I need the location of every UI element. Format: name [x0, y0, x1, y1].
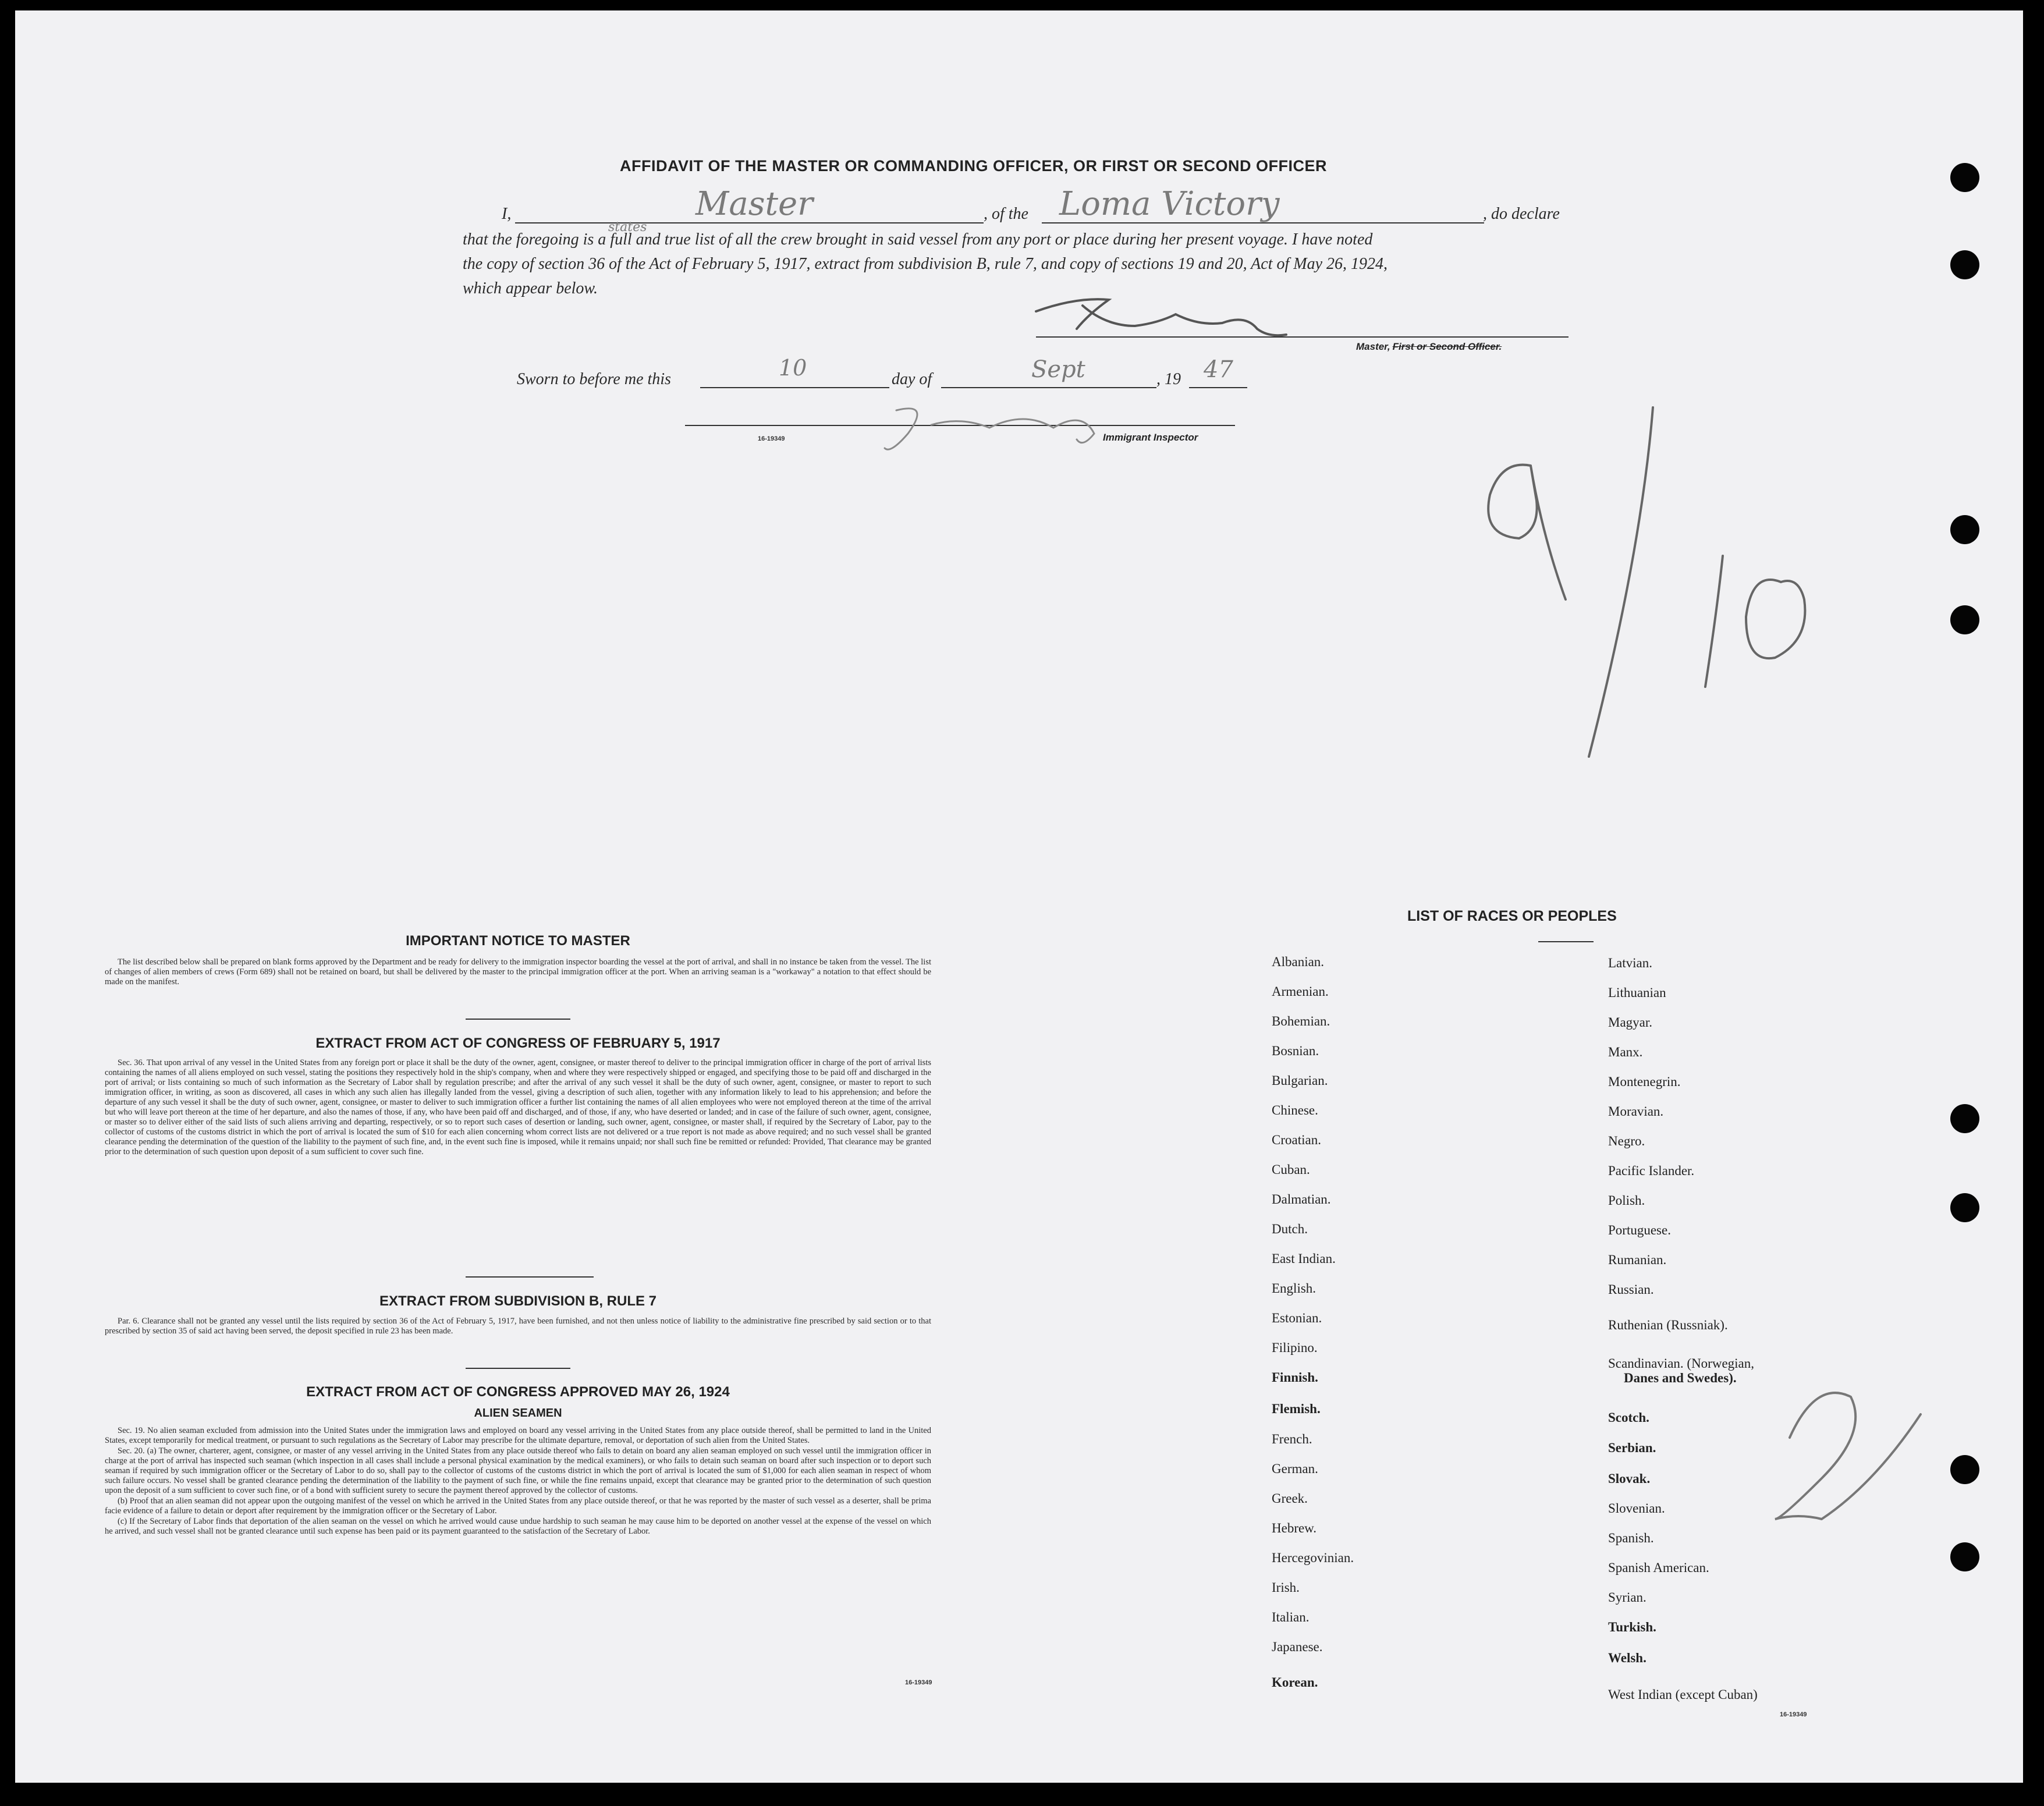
race-item: Armenian. — [1272, 984, 1329, 999]
race-item: Cuban. — [1272, 1162, 1310, 1177]
race-item: Moravian. — [1608, 1104, 1664, 1119]
caption-officer: First or Second Officer. — [1392, 341, 1502, 352]
handwritten-year: 47 — [1204, 356, 1233, 383]
race-item: Danes and Swedes). — [1624, 1371, 1737, 1385]
affidavit-line-3: the copy of section 36 of the Act of February 5, 1917, extract from subdivision B, rule 7, and copy of sections 19 and 20, Act of May 26, 1924, — [463, 255, 1388, 273]
race-item: Pacific Islander. — [1608, 1163, 1695, 1178]
form-number-right: 16-19349 — [1780, 1711, 1807, 1718]
master-signature — [1036, 299, 1286, 335]
race-item: Spanish American. — [1608, 1560, 1709, 1575]
do-declare-label: , do declare — [1483, 205, 1560, 223]
race-item: Ruthenian (Russniak). — [1608, 1318, 1728, 1332]
inspector-caption: Immigrant Inspector — [1103, 432, 1198, 443]
races-column-2 — [1608, 956, 1957, 1712]
section-20b-paragraph: (b) Proof that an alien seaman did not appear upon the outgoing manifest of the vessel on which he arrived in the United States from any place outside thereof, or that he was reported by the master of such vessel as a deserter, shall be prima facie evidence of a failure to detain or deport after requirement by the immigration officer or the Secretary of Labor. — [105, 1496, 931, 1516]
race-item: Turkish. — [1608, 1620, 1656, 1634]
race-item: Bohemian. — [1272, 1014, 1330, 1028]
race-item: Syrian. — [1608, 1590, 1646, 1605]
alien-seamen-subtitle: ALIEN SEAMEN — [474, 1407, 562, 1420]
notice-text — [105, 957, 931, 988]
form-number-left: 16-19349 — [905, 1679, 932, 1686]
race-item: Dalmatian. — [1272, 1192, 1331, 1207]
races-title: LIST OF RACES OR PEOPLES — [1407, 908, 1617, 924]
extract-1924-text — [105, 1426, 931, 1537]
race-item: Flemish. — [1272, 1401, 1321, 1416]
extract-1917-divider — [466, 1276, 594, 1278]
section-20a-paragraph: Sec. 20. (a) The owner, charterer, agent, consignee, or master of any vessel arriving in the United States from any place outside thereof who fails to detain on board any alien seaman employed on such vessel until the immigration officer in charge at the port of arrival has inspected such seaman (which inspection in all cases shall include a personal physical examination by the medical examiners), or who fails to detain such seaman on board after such inspection or to deport such seaman if required by such immigration officer or the Secretary of Labor to do so, shall pay to the collector of customs of the customs district in which the port of arrival is located the sum of $1,000 for each alien seaman in respect of whom such failure occurs. No vessel shall be granted clearance pending the determination of the liability to the payment of such fine, or while the fine remains unpaid, except that clearance may be granted prior to the determination of such question upon the deposit of a sum sufficient to cover such fine, or of a bond with sufficient surety to secure the payment thereof approved by the collector of customs. — [105, 1446, 931, 1495]
section-19-paragraph: Sec. 19. No alien seaman excluded from admission into the United States under the immigration laws and employed on board any vessel arriving in the United States from any place outside thereof, shall be permitted to land in the United States, except temporarily for medical treatment, or pursuant to such regulations as the Secretary of Labor may prescribe for the ultimate departure, removal, or deportation of such alien from the United States. — [105, 1426, 931, 1445]
race-item: Latvian. — [1608, 956, 1652, 970]
of-the-label: , of the — [984, 205, 1028, 223]
paragraph-6: Par. 6. Clearance shall not be granted any vessel until the lists required by section 36 of the Act of February 5, 1917, have been furnished, and not then unless notice of liability to the administrative fine prescribed by said section or to that prescribed by section 35 of said act having been served, the deposit specified in rule 23 has been made. — [105, 1317, 931, 1336]
race-item: Filipino. — [1272, 1340, 1318, 1355]
race-item: Scotch. — [1608, 1410, 1649, 1425]
extract-1917-title: EXTRACT FROM ACT OF CONGRESS OF FEBRUARY 5, 1917 — [315, 1035, 721, 1051]
race-item: Dutch. — [1272, 1222, 1308, 1236]
race-item: Hebrew. — [1272, 1521, 1317, 1535]
declarant-label: I, — [502, 205, 512, 223]
races-column-1 — [1272, 955, 1621, 1711]
form-number-top: 16-19349 — [758, 435, 785, 442]
race-item: Manx. — [1608, 1045, 1643, 1059]
section-36-paragraph: Sec. 36. That upon arrival of any vessel in the United States from any foreign port or place it shall be the duty of the owner, agent, consignee, or master thereof to deliver to the principal immigration officer in charge of the port of arrival lists containing the names of all aliens employed on such vessel, stating the positions they respectively hold in the ship's company, when and where they were respectively shipped or engaged, and specifying those to be paid off and discharged in the port of arrival; or lists containing so much of such information as the Secretary of Labor shall by regulation prescribe; and after the arrival of any such vessel it shall be the duty of such owner, agent, consignee, or master to report to such immigration officer, in writing, as soon as discovered, all cases in which any such alien has illegally landed from the vessel, giving a description of such alien, together with any information likely to lead to his apprehension; and before the departure of any such vessel it shall be the duty of such owner, agent, consignee, or master to deliver to such immigration officer a further list containing the names of all alien employees who were not employed thereon at the time of the arrival but who will leave port thereon at the time of her departure, and also the names of those, if any, who have been paid off and discharged, and of those, if any, who have deserted or landed; and in case of the failure of such owner, agent, consignee, or master so to deliver either of the said lists of such aliens arriving and departing, respectively, or so to report such cases of desertion or landing, such owner, agent, consignee, or master shall, if required by the Secretary of Labor, pay to the collector of customs of the customs district in which the port of arrival is located the sum of $10 for each alien concerning whom correct lists are not delivered or a true report is not made as above required; and no such vessel shall be granted clearance pending the determination of the question of the liability to the payment of such fine, and, in the event such fine is imposed, while it remains unpaid; nor shall such fine be remitted or refunded: Provided, That clearance may be granted prior to the determination of such question upon deposit of a sum sufficient to cover such fine. — [105, 1058, 931, 1156]
extract-1917-text — [105, 1058, 931, 1158]
year-label: , 19 — [1156, 370, 1181, 388]
race-item: Scandinavian. (Norwegian, — [1608, 1356, 1755, 1371]
race-item: French. — [1272, 1432, 1312, 1446]
handwritten-declarant: Master — [695, 185, 813, 223]
race-item: Chinese. — [1272, 1103, 1318, 1117]
handwritten-day: 10 — [779, 355, 807, 381]
race-item: West Indian (except Cuban) — [1608, 1687, 1758, 1702]
inspector-signature — [885, 409, 1094, 449]
race-item: Korean. — [1272, 1675, 1318, 1690]
races-divider — [1538, 941, 1594, 942]
race-item: Portuguese. — [1608, 1223, 1671, 1237]
race-item: Welsh. — [1608, 1651, 1646, 1665]
affidavit-title: AFFIDAVIT OF THE MASTER OR COMMANDING OFFICER, OR FIRST OR SECOND OFFICER — [620, 157, 1327, 175]
race-item: Serbian. — [1608, 1440, 1656, 1455]
race-item: Polish. — [1608, 1193, 1645, 1208]
extract-1924-title: EXTRACT FROM ACT OF CONGRESS APPROVED MAY 26, 1924 — [306, 1384, 730, 1400]
race-item: Italian. — [1272, 1610, 1310, 1624]
race-item: Greek. — [1272, 1491, 1308, 1506]
race-item: Hercegovinian. — [1272, 1550, 1354, 1565]
race-item: Finnish. — [1272, 1370, 1318, 1385]
notice-paragraph: The list described below shall be prepared on blank forms approved by the Department and be ready for delivery to the immigration inspector boarding the vessel at the port of arrival, and shall in no instance be taken from the vessel. The list of changes of alien members of crews (Form 689) shall not be retained on board, but shall be delivered by the master to the principal immigration officer at the port. When an arriving seaman is a "workaway" a notation to that effect should be made on the manifest. — [105, 957, 931, 987]
handwritten-vessel: Loma Victory — [1059, 185, 1280, 223]
race-item: Montenegrin. — [1608, 1074, 1681, 1089]
caption-master: Master, — [1356, 341, 1390, 352]
race-item: Slovak. — [1608, 1471, 1651, 1486]
race-item: Bosnian. — [1272, 1044, 1319, 1058]
sworn-label: Sworn to before me this — [517, 370, 671, 388]
race-item: Croatian. — [1272, 1133, 1321, 1147]
notice-divider — [466, 1019, 570, 1020]
race-item: Russian. — [1608, 1282, 1654, 1297]
race-item: Estonian. — [1272, 1311, 1322, 1325]
extract-rule7-divider — [466, 1368, 570, 1369]
handwritten-month: Sept — [1031, 356, 1085, 383]
race-item: Japanese. — [1272, 1640, 1323, 1654]
page-number-9-10 — [1488, 407, 1805, 757]
section-20c-paragraph: (c) If the Secretary of Labor finds that deportation of the alien seaman on the vessel on which he arrived would cause undue hardship to such seaman he may cause him to be deported on another vessel at the expense of the vessel on which he arrived, and such vessel shall not be granted clearance until such expense has been paid or its payment guaranteed to the satisfaction of the Secretary of Labor. — [105, 1517, 931, 1536]
affidavit-line-2: that the foregoing is a full and true list of all the crew brought in said vessel from any port or place during her present voyage. I have noted — [463, 230, 1373, 249]
race-item: Magyar. — [1608, 1015, 1653, 1030]
race-item: Negro. — [1608, 1134, 1645, 1148]
extract-rule7-title: EXTRACT FROM SUBDIVISION B, RULE 7 — [379, 1293, 657, 1309]
race-item: Slovenian. — [1608, 1501, 1665, 1516]
race-item: Irish. — [1272, 1580, 1300, 1595]
race-item: German. — [1272, 1461, 1318, 1476]
race-item: East Indian. — [1272, 1251, 1336, 1266]
race-item: English. — [1272, 1281, 1316, 1296]
extract-rule7-text — [105, 1317, 931, 1337]
race-item: Bulgarian. — [1272, 1073, 1328, 1088]
race-item: Rumanian. — [1608, 1253, 1667, 1267]
notice-title: IMPORTANT NOTICE TO MASTER — [406, 933, 630, 949]
race-item: Lithuanian — [1608, 985, 1666, 1000]
handwritten-insert: states — [608, 220, 647, 235]
race-item: Albanian. — [1272, 955, 1325, 969]
day-of-label: day of — [892, 370, 932, 388]
race-item: Spanish. — [1608, 1531, 1654, 1545]
affidavit-line-4: which appear below. — [463, 279, 598, 297]
